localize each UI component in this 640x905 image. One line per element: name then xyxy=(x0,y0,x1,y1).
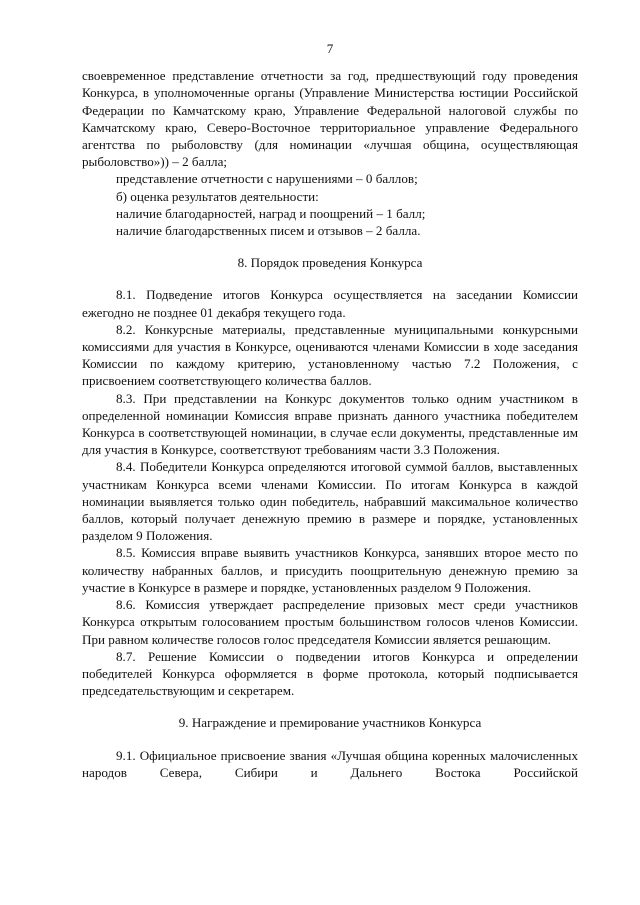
criteria-paragraph: б) оценка результатов деятельности: xyxy=(116,188,319,204)
section-8-paragraph: 8.3. При представлении на Конкурс документов только одним участником в определенной номинации Комиссия вправе признать данного участника победителем Конкурса в соответствующей номинации, в случае если документы, представленные им для участия в Конкурсе, соответствуют требованиям части 3.3 Положения. xyxy=(82,390,578,458)
section-8-paragraph: 8.1. Подведение итогов Конкурса осуществляется на заседании Комиссии ежегодно не позднее 01 декабря текущего года. xyxy=(82,287,578,320)
section-8-paragraph: 8.2. Конкурсные материалы, представленные муниципальными конкурсными комиссиями для участия в Конкурсе, оцениваются членами Комиссии в ходе заседания Комиссии по каждому критерию, установленному частью 7.2 Положения, с присвоением соответствующего количества баллов. xyxy=(82,321,578,389)
section-8-paragraph: 8.6. Комиссия утверждает распределение призовых мест среди участников Конкурса открытым голосованием простым большинством голосов членов Комиссии. При равном количестве голосов голос председателя Комиссии является решающим. xyxy=(82,597,578,647)
criteria-paragraph: наличие благодарственных писем и отзывов – 2 балла. xyxy=(116,223,421,239)
section-9-paragraph: 9.1. Официальное присвоение звания «Лучшая община коренных малочисленных народов Севера, Сибири и Дальнего Востока Российской xyxy=(82,747,578,780)
page-number: 7 xyxy=(326,41,334,56)
section-9-heading: 9. Награждение и премирование участников Конкурса xyxy=(178,715,482,731)
criteria-paragraph: своевременное представление отчетности за год, предшествующий году проведения Конкурса, в уполномоченные органы (Управление Министерства юстиции Российской Федерации по Камчатскому краю, Управление Федеральной налоговой службы по Камчатскому краю, Северо-Восточное территориальное управление Федерального агентства по рыболовству (для номинации «лучшая община, осуществляющая рыболовство»)) – 2 балла; xyxy=(82,68,578,170)
section-8-paragraph: 8.5. Комиссия вправе выявить участников Конкурса, занявших второе место по количеству набранных баллов, и присудить поощрительную денежную премию за участие в Конкурсе в размере и порядке, установленных разделом 9 Положения. xyxy=(82,545,578,595)
section-8-body xyxy=(82,286,578,699)
criteria-paragraph: представление отчетности с нарушениями – 0 баллов; xyxy=(116,171,418,187)
criteria-paragraph: наличие благодарностей, наград и поощрений – 1 балл; xyxy=(116,205,426,221)
section-8-paragraph: 8.4. Победители Конкурса определяются итоговой суммой баллов, выставленных участникам Конкурса всеми членами Комиссии. По итогам Конкурса в каждой номинации выявляется только один победитель, набравший максимальное количество баллов, который получает денежную премию в размере и порядке, установленных разделом 9 Положения. xyxy=(82,459,578,544)
criteria-continuation xyxy=(82,67,578,239)
section-9-body xyxy=(82,747,578,781)
section-8-heading: 8. Порядок проведения Конкурса xyxy=(237,255,423,271)
section-8-paragraph: 8.7. Решение Комиссии о подведении итогов Конкурса и определении победителей Конкурса оформляется в форме протокола, который подписывается председательствующим и секретарем. xyxy=(82,648,578,699)
